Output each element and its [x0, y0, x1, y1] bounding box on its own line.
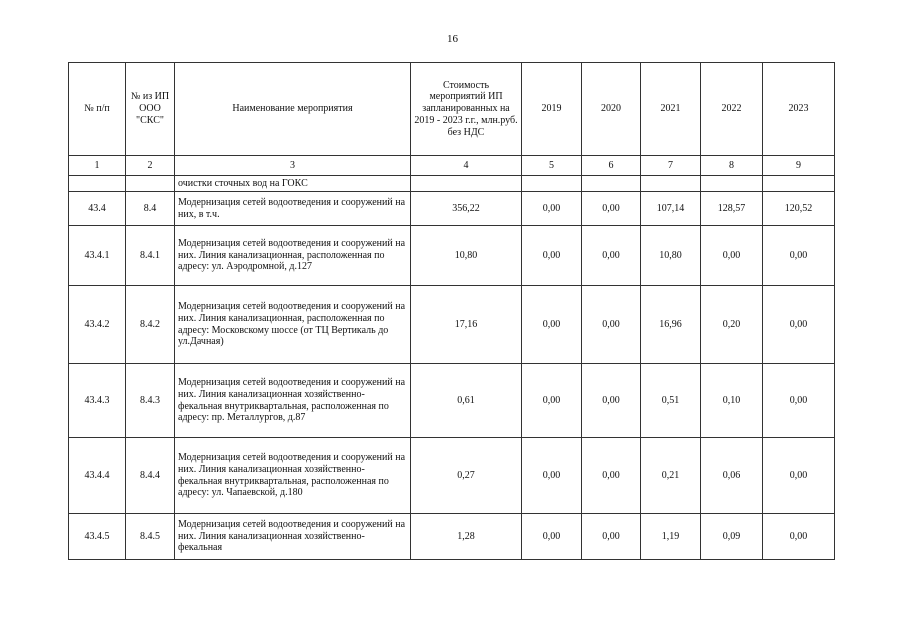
- table-row: [69, 438, 835, 514]
- row-name: Модернизация сетей водоотведения и сооружений на них, в т.ч.: [175, 192, 411, 226]
- row-cost: 0,27: [411, 438, 522, 514]
- header-num: № п/п: [69, 63, 126, 156]
- row-num: 43.4.2: [69, 286, 126, 364]
- row-2021: 0,21: [641, 438, 701, 514]
- column-index: 9: [763, 156, 835, 176]
- row-2020: 0,00: [582, 226, 641, 286]
- row-2019: 0,00: [522, 192, 582, 226]
- investment-program-table: [68, 62, 835, 560]
- continuation-text: очистки сточных вод на ГОКС: [175, 176, 411, 192]
- row-2022: 0,09: [701, 514, 763, 560]
- row-2022: 0,00: [701, 226, 763, 286]
- row-2023: 120,52: [763, 192, 835, 226]
- row-ip-num: 8.4: [126, 192, 175, 226]
- header-2019: 2019: [522, 63, 582, 156]
- row-2023: 0,00: [763, 226, 835, 286]
- column-index: 7: [641, 156, 701, 176]
- row-ip-num: 8.4.2: [126, 286, 175, 364]
- row-2021: 1,19: [641, 514, 701, 560]
- row-2020: 0,00: [582, 192, 641, 226]
- continuation-row: [69, 176, 835, 192]
- column-index: 3: [175, 156, 411, 176]
- page-number: 16: [447, 33, 458, 45]
- table-row: [69, 226, 835, 286]
- row-2019: 0,00: [522, 364, 582, 438]
- row-cost: 356,22: [411, 192, 522, 226]
- row-2022: 0,20: [701, 286, 763, 364]
- column-index: 8: [701, 156, 763, 176]
- table-row: [69, 514, 835, 560]
- row-2021: 107,14: [641, 192, 701, 226]
- row-2020: 0,00: [582, 286, 641, 364]
- row-2023: 0,00: [763, 286, 835, 364]
- row-cost: 1,28: [411, 514, 522, 560]
- row-name: Модернизация сетей водоотведения и сооружений на них. Линия канализационная хозяйственно-фекальная: [175, 514, 411, 560]
- row-cost: 0,61: [411, 364, 522, 438]
- row-2023: 0,00: [763, 438, 835, 514]
- row-name: Модернизация сетей водоотведения и сооружений на них. Линия канализационная, расположенная по адресу: ул. Аэродромной, д.127: [175, 226, 411, 286]
- column-index: 2: [126, 156, 175, 176]
- row-2022: 128,57: [701, 192, 763, 226]
- row-num: 43.4.4: [69, 438, 126, 514]
- row-num: 43.4: [69, 192, 126, 226]
- row-2021: 0,51: [641, 364, 701, 438]
- row-2021: 16,96: [641, 286, 701, 364]
- row-ip-num: 8.4.1: [126, 226, 175, 286]
- row-name: Модернизация сетей водоотведения и сооружений на них. Линия канализационная хозяйственно-фекальная внутриквартальная, расположенная по адресу: пр. Металлургов, д.87: [175, 364, 411, 438]
- row-cost: 10,80: [411, 226, 522, 286]
- table-row: [69, 286, 835, 364]
- column-index: 4: [411, 156, 522, 176]
- header-name: Наименование мероприятия: [175, 63, 411, 156]
- row-ip-num: 8.4.4: [126, 438, 175, 514]
- row-2019: 0,00: [522, 514, 582, 560]
- row-2019: 0,00: [522, 226, 582, 286]
- header-ip-num: № из ИП ООО "СКС": [126, 63, 175, 156]
- row-2021: 10,80: [641, 226, 701, 286]
- header-2020: 2020: [582, 63, 641, 156]
- row-num: 43.4.3: [69, 364, 126, 438]
- row-2023: 0,00: [763, 514, 835, 560]
- row-num: 43.4.1: [69, 226, 126, 286]
- row-2020: 0,00: [582, 514, 641, 560]
- row-num: 43.4.5: [69, 514, 126, 560]
- row-ip-num: 8.4.5: [126, 514, 175, 560]
- table-row: [69, 192, 835, 226]
- column-index-row: [69, 156, 835, 176]
- header-2022: 2022: [701, 63, 763, 156]
- row-name: Модернизация сетей водоотведения и сооружений на них. Линия канализационная хозяйственно-фекальная внутриквартальная, расположенная по адресу: ул. Чапаевской, д.180: [175, 438, 411, 514]
- row-2022: 0,06: [701, 438, 763, 514]
- row-2019: 0,00: [522, 438, 582, 514]
- row-2022: 0,10: [701, 364, 763, 438]
- column-index: 6: [582, 156, 641, 176]
- row-cost: 17,16: [411, 286, 522, 364]
- header-cost: Стоимость мероприятий ИП запланированных на 2019 - 2023 г.г., млн.руб. без НДС: [411, 63, 522, 156]
- table-row: [69, 364, 835, 438]
- header-2023: 2023: [763, 63, 835, 156]
- row-name: Модернизация сетей водоотведения и сооружений на них. Линия канализационная, расположенная по адресу: Московскому шоссе (от ТЦ Вертикаль до ул.Дачная): [175, 286, 411, 364]
- row-2020: 0,00: [582, 364, 641, 438]
- header-2021: 2021: [641, 63, 701, 156]
- column-index: 1: [69, 156, 126, 176]
- header-row: [69, 63, 835, 156]
- row-2023: 0,00: [763, 364, 835, 438]
- column-index: 5: [522, 156, 582, 176]
- row-2019: 0,00: [522, 286, 582, 364]
- row-ip-num: 8.4.3: [126, 364, 175, 438]
- row-2020: 0,00: [582, 438, 641, 514]
